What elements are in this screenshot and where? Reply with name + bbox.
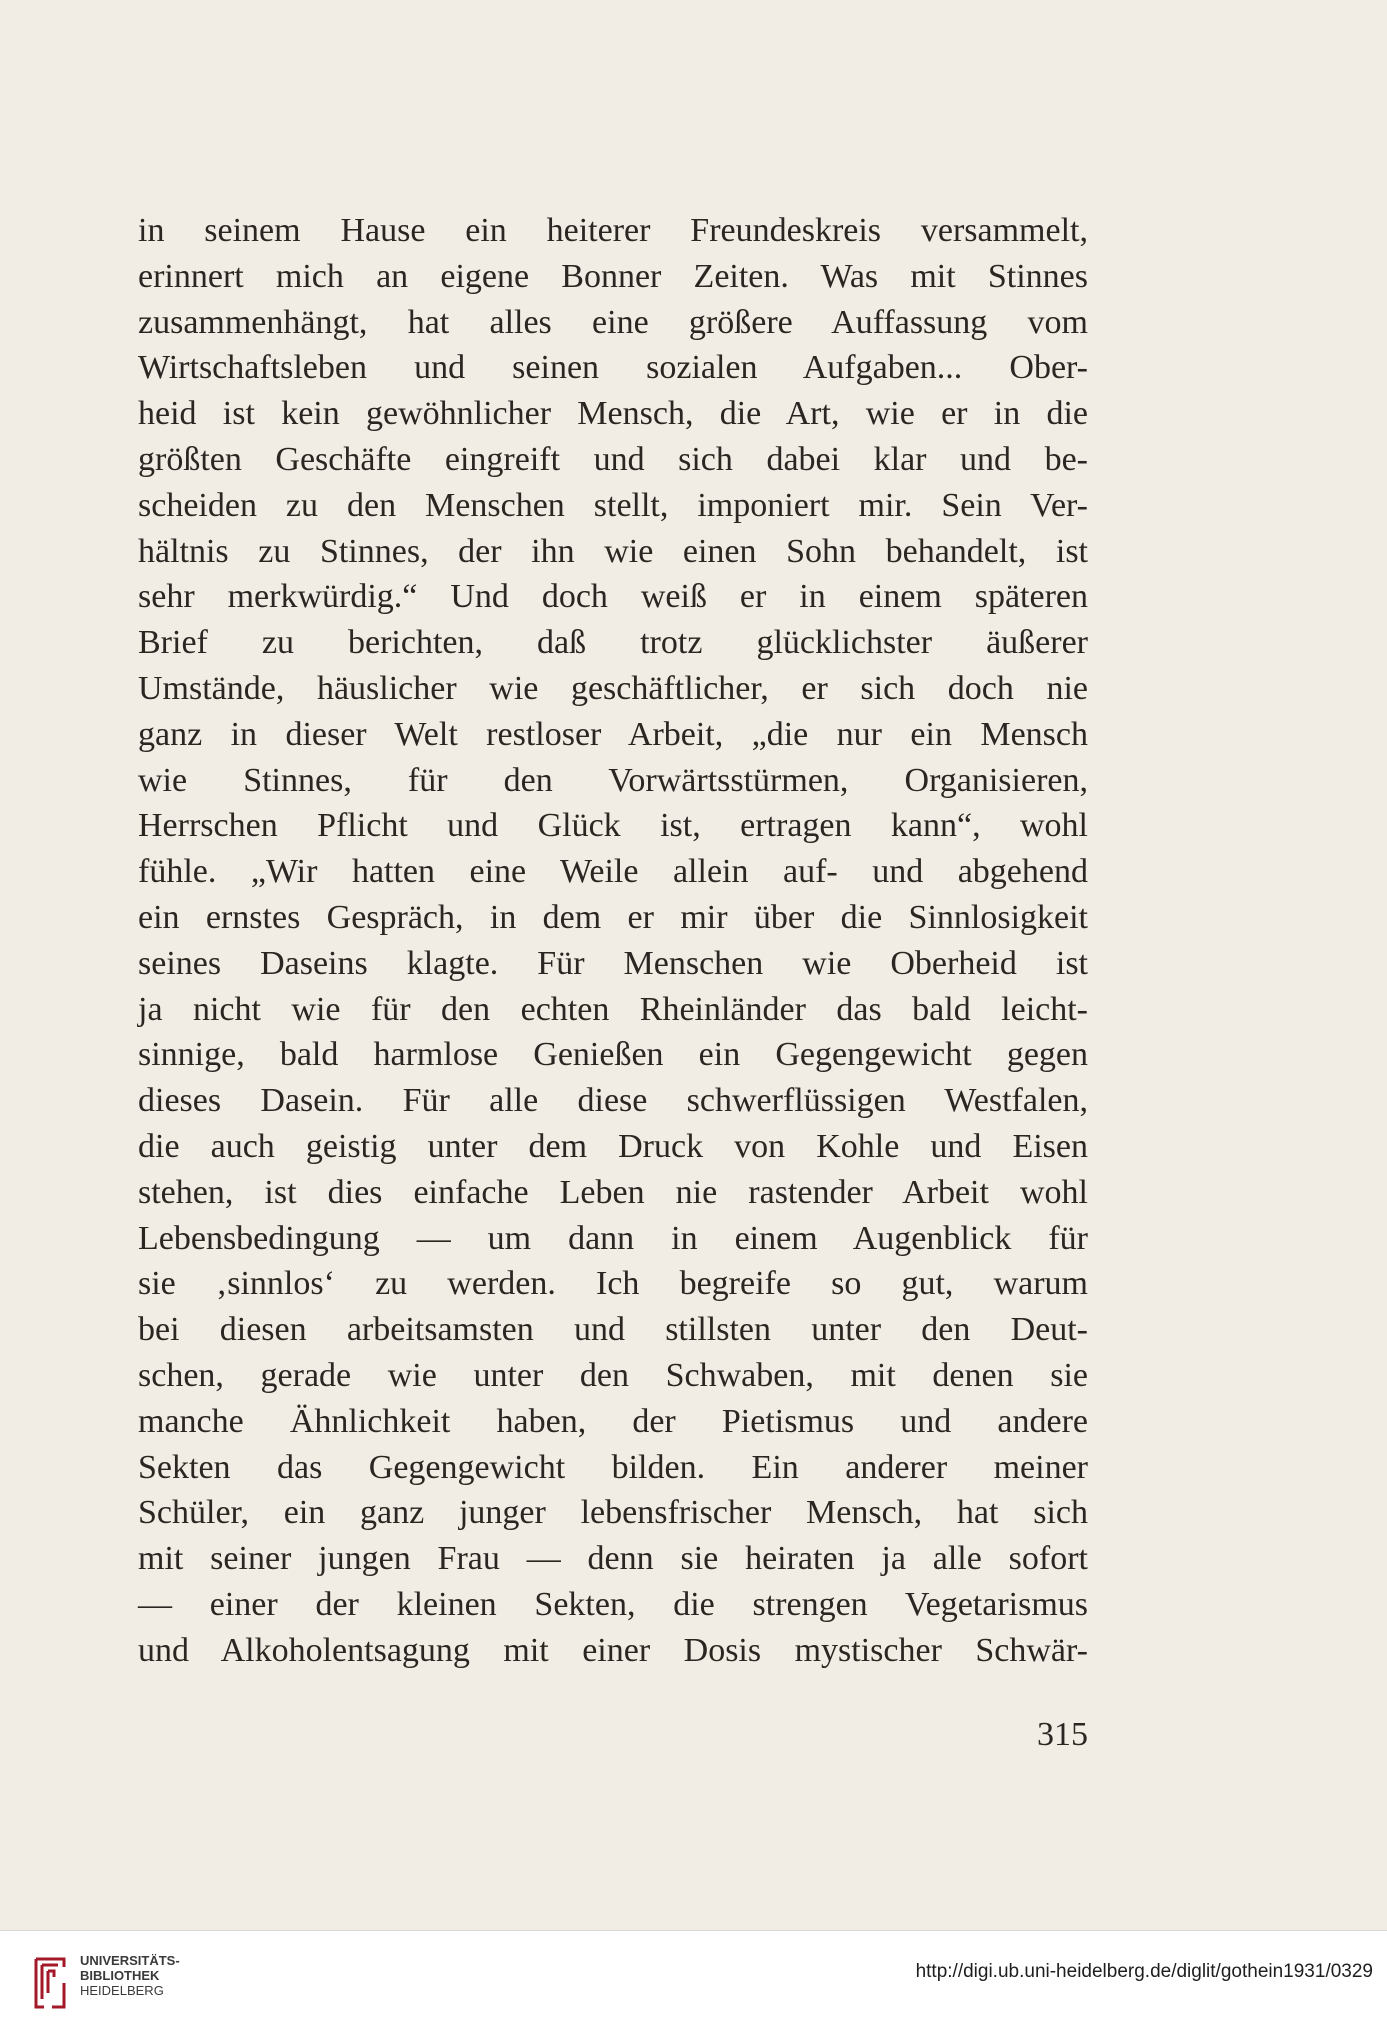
text-line: dieses Dasein. Für alle diese schwerflüssigen Westfalen, xyxy=(138,1082,1088,1120)
library-name-line: UNIVERSITÄTS- xyxy=(80,1953,180,1968)
text-line: ja nicht wie für den echten Rheinländer das bald leicht- xyxy=(138,990,1088,1028)
library-logo-icon xyxy=(30,1953,70,2013)
text-line: — einer der kleinen Sekten, die strengen Vegetarismus xyxy=(138,1585,1088,1623)
text-line: heid ist kein gewöhnlicher Mensch, die Art, wie er in die xyxy=(138,395,1088,433)
permalink-url[interactable]: http://digi.ub.uni-heidelberg.de/diglit/gothein1931/0329 xyxy=(915,1961,1373,1982)
digitization-footer xyxy=(0,1930,1387,2030)
text-line: größten Geschäfte eingreift und sich dabei klar und be- xyxy=(138,440,1088,478)
text-line: Herrschen Pflicht und Glück ist, ertragen kann“, wohl xyxy=(138,807,1088,845)
text-line: hältnis zu Stinnes, der ihn wie einen Sohn behandelt, ist xyxy=(138,532,1088,570)
text-line: Brief zu berichten, daß trotz glücklichster äußerer xyxy=(138,624,1088,662)
text-line: wie Stinnes, für den Vorwärtsstürmen, Organisieren, xyxy=(138,761,1088,799)
text-line: Lebensbedingung — um dann in einem Augenblick für xyxy=(138,1219,1088,1257)
text-line: Umstände, häuslicher wie geschäftlicher, er sich doch nie xyxy=(138,669,1088,707)
text-line: stehen, ist dies einfache Leben nie rastender Arbeit wohl xyxy=(138,1173,1088,1211)
text-line: zusammenhängt, hat alles eine größere Auffassung vom xyxy=(138,303,1088,341)
text-line: erinnert mich an eigene Bonner Zeiten. Was mit Stinnes xyxy=(138,257,1088,295)
text-line: Schüler, ein ganz junger lebensfrischer Mensch, hat sich xyxy=(138,1494,1088,1532)
text-line: Wirtschaftsleben und seinen sozialen Aufgaben... Ober- xyxy=(138,349,1088,387)
text-line: mit seiner jungen Frau — denn sie heiraten ja alle sofort xyxy=(138,1540,1088,1578)
text-line: manche Ähnlichkeit haben, der Pietismus und andere xyxy=(138,1402,1088,1440)
text-line: schen, gerade wie unter den Schwaben, mit denen sie xyxy=(138,1356,1088,1394)
page-number: 315 xyxy=(1037,1716,1088,1753)
library-name xyxy=(80,1953,180,1998)
text-line: ganz in dieser Welt restloser Arbeit, „die nur ein Mensch xyxy=(138,715,1088,753)
text-line: bei diesen arbeitsamsten und stillsten unter den Deut- xyxy=(138,1311,1088,1349)
text-line: sie ‚sinnlos‘ zu werden. Ich begreife so gut, warum xyxy=(138,1265,1088,1303)
text-line: Sekten das Gegengewicht bilden. Ein anderer meiner xyxy=(138,1448,1088,1486)
text-line: ein ernstes Gespräch, in dem er mir über die Sinnlosigkeit xyxy=(138,898,1088,936)
library-name-line: HEIDELBERG xyxy=(80,1983,164,1998)
text-line: in seinem Hause ein heiterer Freundeskreis versammelt, xyxy=(138,212,1088,249)
library-name-line: BIBLIOTHEK xyxy=(80,1968,160,1983)
text-line: sehr merkwürdig.“ Und doch weiß er in einem späteren xyxy=(138,578,1088,616)
text-line: seines Daseins klagte. Für Menschen wie Oberheid ist xyxy=(138,944,1088,982)
body-text xyxy=(138,208,1088,1674)
text-line: und Alkoholentsagung mit einer Dosis mystischer Schwär- xyxy=(138,1631,1088,1669)
text-line: scheiden zu den Menschen stellt, imponiert mir. Sein Ver- xyxy=(138,486,1088,524)
text-line: sinnige, bald harmlose Genießen ein Gegengewicht gegen xyxy=(138,1036,1088,1074)
text-line: fühle. „Wir hatten eine Weile allein auf- und abgehend xyxy=(138,853,1088,891)
text-line: die auch geistig unter dem Druck von Kohle und Eisen xyxy=(138,1127,1088,1165)
